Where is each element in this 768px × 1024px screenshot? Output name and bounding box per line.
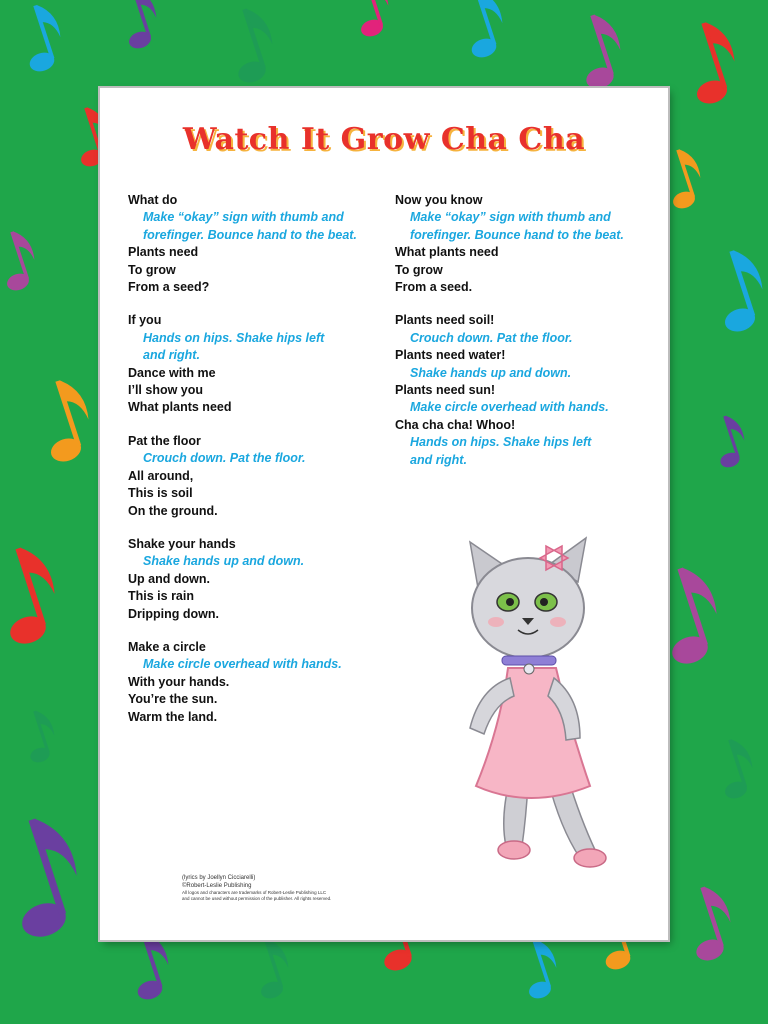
lyric-line: What plants need (395, 245, 499, 260)
music-note-icon (13, 1, 70, 75)
cat-pupil-right (540, 598, 548, 606)
music-note-icon (514, 936, 565, 1002)
lyric-line: Plants need soil! (395, 313, 495, 328)
lyric-line: Plants need sun! (395, 383, 496, 398)
lyric-line: Plants need (128, 245, 199, 260)
lyric-line: To grow (128, 262, 176, 277)
lyric-line: I’ll show you (128, 383, 204, 398)
dance-direction: Crouch down. Pat the floor. (410, 330, 573, 345)
lyric-line: From a seed. (395, 280, 473, 295)
lyrics-credit: (lyrics by Joellyn Cicciarelli) (182, 875, 256, 881)
lyric-line: If you (128, 313, 162, 328)
copyright: ©Robert-Leslie Publishing (182, 883, 252, 889)
page-title: Watch It Grow Cha Cha (182, 122, 586, 157)
music-note-icon (678, 882, 742, 964)
dance-direction: Make “okay” sign with thumb and (143, 210, 344, 225)
stanza (128, 192, 388, 296)
cat-collar-tag (524, 664, 534, 674)
lyric-line: This is rain (128, 589, 194, 604)
lyric-line: To grow (395, 262, 443, 277)
lyric-line: On the ground. (128, 503, 218, 518)
dancing-cat-illustration (430, 528, 630, 888)
music-note-icon (707, 412, 751, 469)
credits (182, 874, 331, 901)
lyric-line: You’re the sun. (128, 692, 218, 707)
music-note-icon (704, 245, 768, 335)
dance-direction: Shake hands up and down. (410, 365, 572, 380)
dance-direction: Hands on hips. Shake hips left (143, 330, 325, 345)
music-note-icon (114, 0, 165, 51)
stanza (128, 312, 388, 416)
stanza (128, 536, 388, 623)
music-note-icon (220, 4, 284, 86)
stanza (128, 639, 388, 726)
music-note-icon (246, 936, 297, 1002)
lyric-line: From a seed? (128, 280, 210, 295)
dance-direction: Make “okay” sign with thumb and (410, 210, 611, 225)
dance-direction: Make circle overhead with hands. (143, 657, 342, 672)
lyric-line: Plants need water! (395, 348, 506, 363)
cat-cheek-left (488, 617, 504, 627)
dance-direction: and right. (143, 348, 200, 363)
dance-direction: forefinger. Bounce hand to the beat. (143, 227, 357, 242)
stanza (128, 433, 388, 520)
music-note-icon (17, 707, 61, 764)
stanza (395, 192, 655, 296)
lyric-line: Warm the land. (128, 709, 218, 724)
music-note-icon (710, 736, 761, 802)
cat-slipper-left (498, 841, 530, 859)
music-note-icon (30, 375, 100, 465)
lyric-line: Make a circle (128, 639, 206, 654)
music-note-icon (346, 0, 397, 39)
lyrics-sheet (100, 88, 668, 940)
trademark-notice-2: and cannot be used without permission of the publisher. All rights reserved. (182, 895, 332, 901)
dance-direction: and right. (410, 452, 467, 467)
stanza (395, 312, 655, 469)
lyric-line: Dripping down. (128, 606, 219, 621)
lyric-line: Now you know (395, 193, 483, 207)
lyrics-column-right (395, 192, 655, 485)
lyric-line: Up and down. (128, 571, 210, 586)
lyric-line: What do (128, 193, 178, 207)
lyric-line: This is soil (128, 486, 193, 501)
trademark-notice-1: All logos and characters are trademarks of Robert-Leslie Publishing LLC (182, 890, 327, 895)
music-note-icon (568, 10, 632, 92)
lyric-line: Cha cha cha! Whoo! (395, 417, 516, 432)
music-note-icon (0, 228, 43, 294)
lyric-line: Shake your hands (128, 536, 236, 551)
cat-cheek-right (550, 617, 566, 627)
lyric-line: Dance with me (128, 365, 216, 380)
cat-pupil-left (506, 598, 514, 606)
dance-direction: Hands on hips. Shake hips left (410, 435, 592, 450)
music-note-icon (455, 0, 512, 60)
lyric-line: What plants need (128, 400, 232, 415)
music-note-icon (0, 811, 94, 942)
dance-direction: forefinger. Bounce hand to the beat. (410, 227, 624, 242)
dance-direction: Shake hands up and down. (143, 554, 305, 569)
cat-slipper-right (574, 849, 606, 867)
dance-direction: Crouch down. Pat the floor. (143, 451, 306, 466)
lyric-line: With your hands. (128, 674, 230, 689)
lyrics-column-left (128, 192, 388, 742)
music-note-icon (0, 542, 68, 648)
music-note-icon (676, 17, 746, 107)
dance-direction: Make circle overhead with hands. (410, 400, 609, 415)
lyric-line: All around, (128, 468, 194, 483)
lyric-line: Pat the floor (128, 433, 201, 448)
cat-head (472, 558, 584, 658)
